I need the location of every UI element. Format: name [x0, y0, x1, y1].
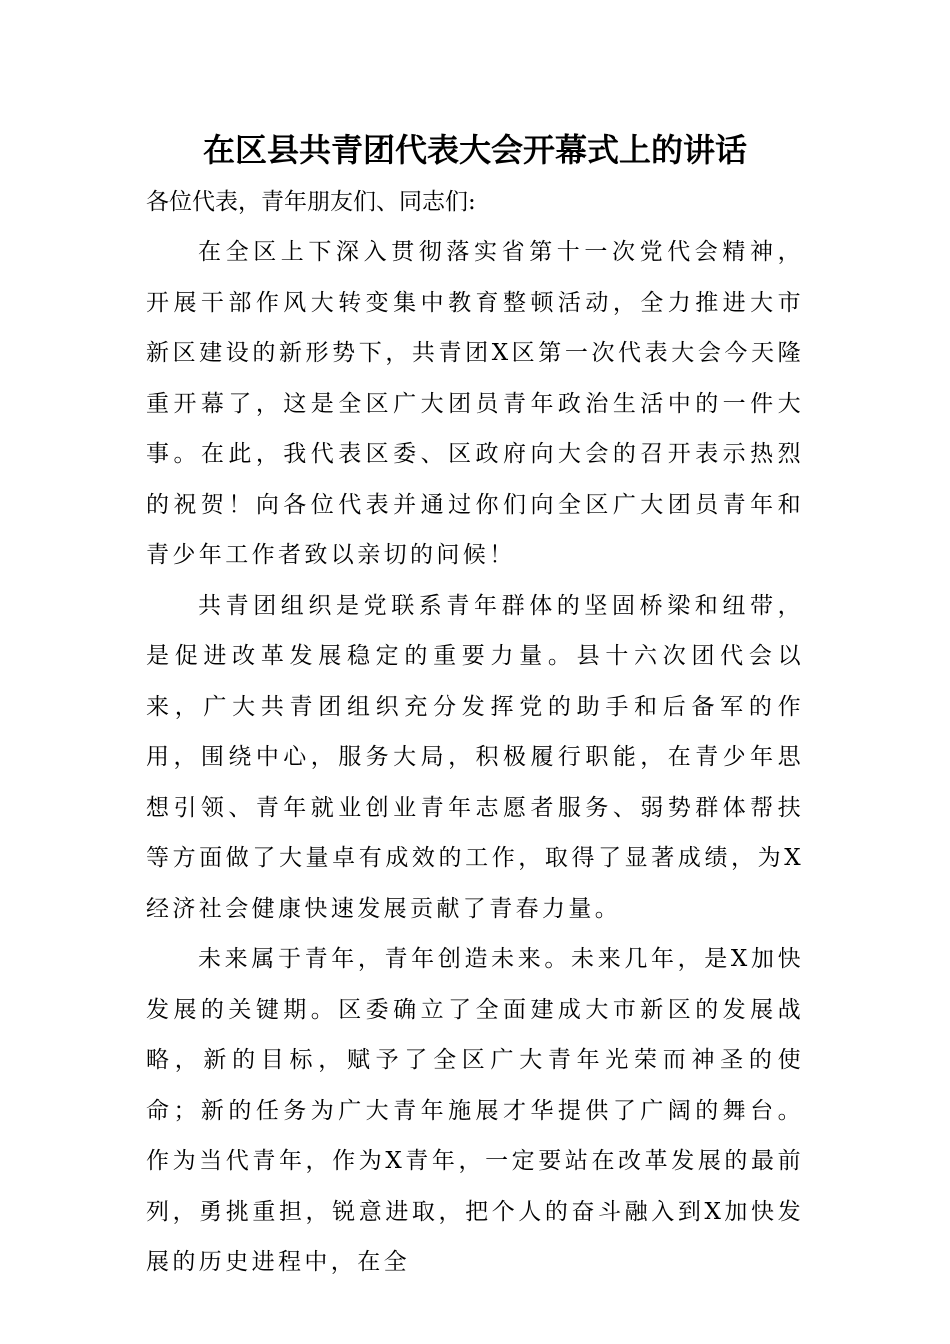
- paragraph-3: 未来属于青年，青年创造未来。未来几年，是X加快发展的关键期。区委确立了全面建成大市新区的发展战略，新的目标，赋予了全区广大青年光荣而神圣的使命；新的任务为广大青年施展才华提供了广阔的舞台。作为当代青年，作为X青年，一定要站在改革发展的最前列，勇挑重担，锐意进取，把个人的奋斗融入到X加快发展的历史进程中，在全: [146, 946, 804, 1275]
- paragraph-2: 共青团组织是党联系青年群体的坚固桥梁和纽带，是促进改革发展稳定的重要力量。县十六次团代会以来，广大共青团组织充分发挥党的助手和后备军的作用，围绕中心，服务大局，积极履行职能，在青少年思想引领、青年就业创业青年志愿者服务、弱势群体帮扶等方面做了大量卓有成效的工作，取得了显著成绩，为X经济社会健康快速发展贡献了青春力量。: [146, 592, 804, 922]
- document-body: [146, 227, 804, 1288]
- salutation: 各位代表，青年朋友们、同志们:: [146, 189, 476, 215]
- paragraph-1: 在全区上下深入贯彻落实省第十一次党代会精神，开展干部作风大转变集中教育整顿活动，全力推进大市新区建设的新形势下，共青团X区第一次代表大会今天隆重开幕了，这是全区广大团员青年政治生活中的一件大事。在此，我代表区委、区政府向大会的召开表示热烈的祝贺！向各位代表并通过你们向全区广大团员青年和青少年工作者致以亲切的问候！: [146, 239, 804, 568]
- document-title: 在区县共青团代表大会开幕式上的讲话: [202, 131, 747, 169]
